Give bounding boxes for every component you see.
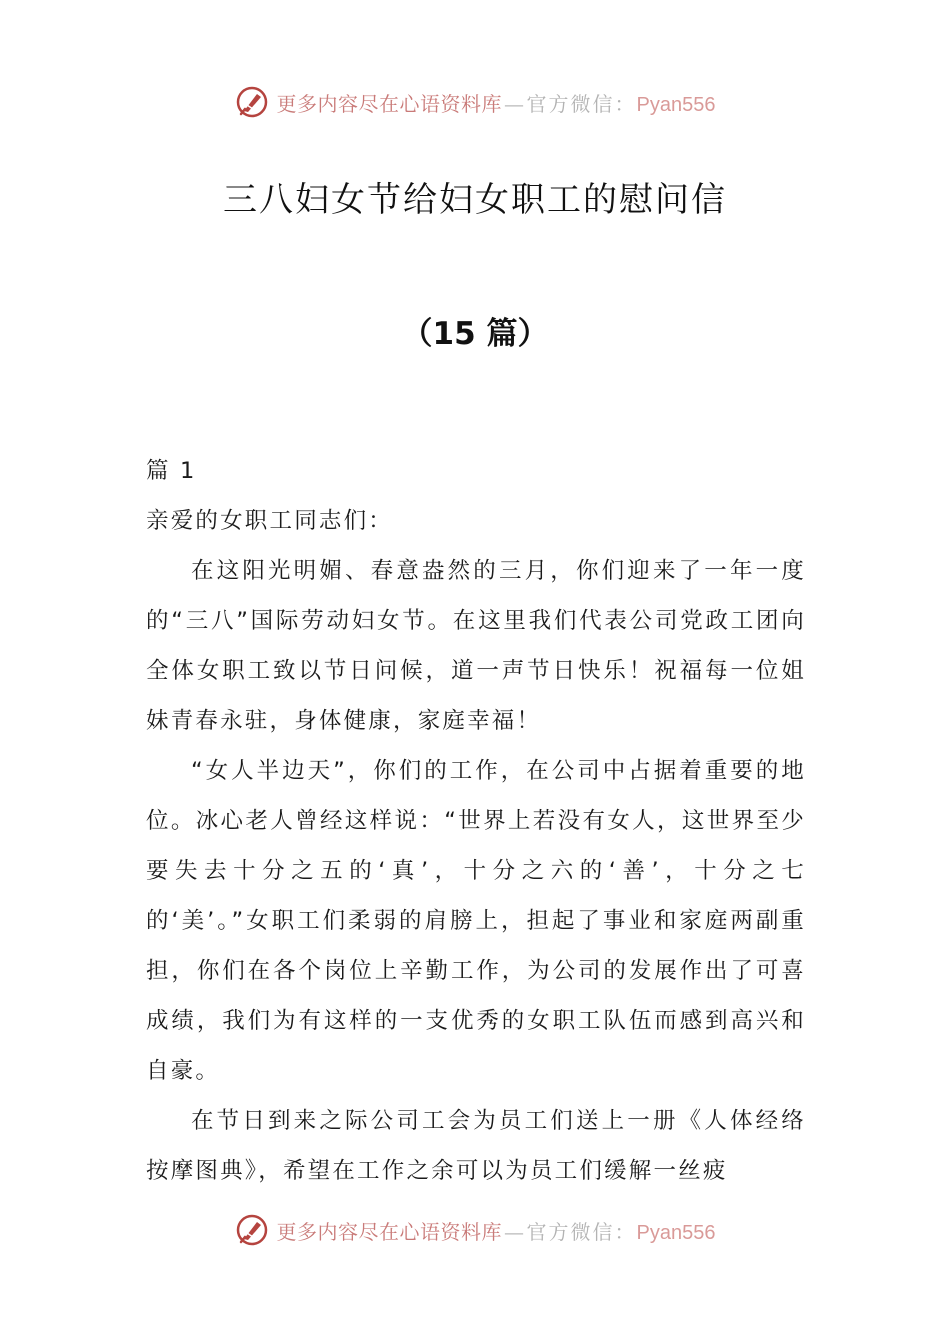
banner-wechat-label: 官方微信： bbox=[526, 91, 637, 116]
document-body bbox=[146, 446, 806, 1196]
body-paragraph: “女人半边天”，你们的工作，在公司中占据着重要的地位。冰心老人曾经这样说：“世界上若没有女人，这世界至少要失去十分之五的‘真’，十分之六的‘善’，十分之七的‘美’。”女职工们柔弱的肩膀上，担起了事业和家庭两副重担，你们在各个岗位上辛勤工作，为公司的发展作出了可喜成绩，我们为有这样的一支优秀的女职工队伍而感到高兴和自豪。 bbox=[146, 758, 806, 1084]
banner-wechat-id: Pyan556 bbox=[636, 93, 716, 116]
quill-pen-logo-icon bbox=[235, 1213, 269, 1247]
banner-site-name: 更多内容尽在心语资料库 bbox=[276, 91, 503, 116]
banner-separator: — bbox=[504, 91, 525, 116]
banner-site-name: 更多内容尽在心语资料库 bbox=[276, 1219, 503, 1244]
document-title: 三八妇女节给妇女职工的慰问信 bbox=[223, 180, 727, 220]
salutation: 亲爱的女职工同志们： bbox=[146, 508, 394, 534]
banner-text bbox=[277, 1216, 716, 1245]
header-banner bbox=[0, 82, 950, 122]
footer-banner bbox=[0, 1210, 950, 1250]
banner-text bbox=[277, 88, 716, 117]
section-heading: 篇 1 bbox=[146, 458, 197, 484]
quill-pen-logo-icon bbox=[235, 85, 269, 119]
body-paragraph: 在节日到来之际公司工会为员工们送上一册《人体经络按摩图典》，希望在工作之余可以为员工们缓解一丝疲 bbox=[146, 1108, 806, 1184]
document-subtitle: （15 篇） bbox=[401, 316, 549, 352]
banner-separator: — bbox=[504, 1219, 525, 1244]
banner-wechat-id: Pyan556 bbox=[636, 1221, 716, 1244]
banner-wechat-label: 官方微信： bbox=[526, 1219, 637, 1244]
body-paragraph: 在这阳光明媚、春意盎然的三月，你们迎来了一年一度的“三八”国际劳动妇女节。在这里我们代表公司党政工团向全体女职工致以节日问候，道一声节日快乐！祝福每一位姐妹青春永驻，身体健康，家庭幸福！ bbox=[146, 558, 806, 734]
